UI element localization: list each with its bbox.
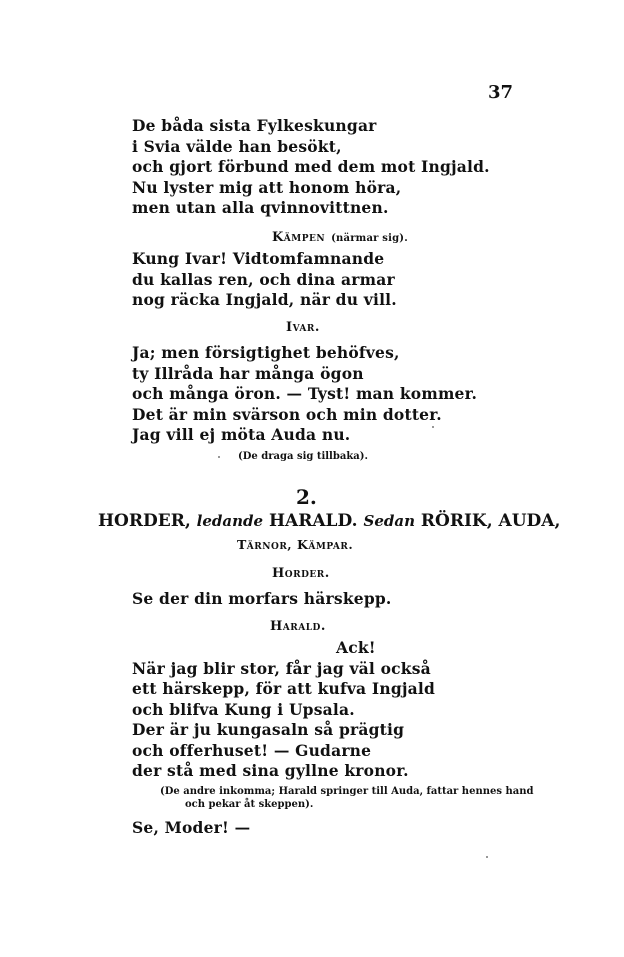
cast-name: HORDER, xyxy=(98,511,191,531)
verse-line: och offerhuset! — Gudarne xyxy=(132,740,372,760)
verse-line: De båda sista Fylkeskungar xyxy=(132,116,377,135)
speaker-name: Kämpen xyxy=(272,230,326,245)
verse-line: Jag vill ej möta Auda nu. xyxy=(132,425,351,444)
verse-block-6 xyxy=(132,818,250,839)
speaker-heading-horder xyxy=(272,566,330,581)
cast-name: HARALD. xyxy=(268,511,358,531)
speaker-heading-harald xyxy=(270,619,326,634)
scene-number: 2. xyxy=(296,485,317,509)
print-speck xyxy=(486,856,488,858)
stage-direction-line: (De andre inkomma; Harald springer till Auda, fattar hennes hand xyxy=(160,786,534,797)
scene-cast xyxy=(98,511,561,531)
print-speck xyxy=(432,426,434,428)
verse-line: nog räcka Ingjald, när du vill. xyxy=(132,290,397,309)
page-number: 37 xyxy=(488,82,514,103)
verse-line: du kallas ren, och dina armar xyxy=(132,269,395,289)
cast-connector: Sedan xyxy=(363,512,415,530)
verse-line: Se, Moder! — xyxy=(132,818,251,837)
stage-direction-inline: (närmar sig). xyxy=(331,233,408,244)
stage-direction-block xyxy=(160,785,533,811)
speaker-heading-ivar xyxy=(286,320,320,335)
verse-line: Der är ju kungasaln så prägtig xyxy=(132,720,405,739)
cast-name: RÖRIK, AUDA, xyxy=(420,511,561,531)
verse-line: i Svia välde han besökt, xyxy=(132,136,342,156)
verse-block-4 xyxy=(132,589,392,610)
verse-line: ett härskepp, för att kufva Ingjald xyxy=(132,679,436,698)
speaker-heading-kampen xyxy=(272,230,408,245)
scene-cast-line-2: Tärnor, Kämpar. xyxy=(237,537,354,552)
verse-line: När jag blir stor, får jag väl också xyxy=(132,658,431,678)
verse-line: der stå med sina gyllne kronor. xyxy=(132,761,409,780)
stage-direction-line: och pekar åt skeppen). xyxy=(185,799,314,810)
verse-block-5 xyxy=(132,638,435,782)
verse-line: och blifva Kung i Upsala. xyxy=(132,699,355,719)
verse-line: men utan alla qvinnovittnen. xyxy=(132,198,389,217)
cast-connector: ledande xyxy=(196,512,264,530)
verse-line: Ack! xyxy=(336,638,376,657)
verse-line: och många öron. — Tyst! man kommer. xyxy=(132,384,478,403)
verse-line: Kung Ivar! Vidtomfamnande xyxy=(132,249,385,268)
verse-block-1 xyxy=(132,116,490,219)
speaker-name: Ivar. xyxy=(286,320,320,335)
verse-line: Nu lyster mig att honom höra, xyxy=(132,177,402,197)
verse-line: ty Illråda har många ögon xyxy=(132,363,364,383)
stage-direction: (De draga sig tillbaka). xyxy=(238,451,368,462)
verse-line: Se der din morfars härskepp. xyxy=(132,589,392,608)
verse-block-2 xyxy=(132,249,397,311)
speaker-name: Horder. xyxy=(272,566,330,581)
verse-line: Det är min svärson och min dotter. xyxy=(132,404,442,424)
verse-line: Ja; men försigtighet behöfves, xyxy=(132,343,400,362)
verse-line: och gjort förbund med dem mot Ingjald. xyxy=(132,157,490,176)
verse-block-3 xyxy=(132,343,477,446)
print-speck xyxy=(218,456,220,458)
speaker-name: Harald. xyxy=(270,619,326,634)
